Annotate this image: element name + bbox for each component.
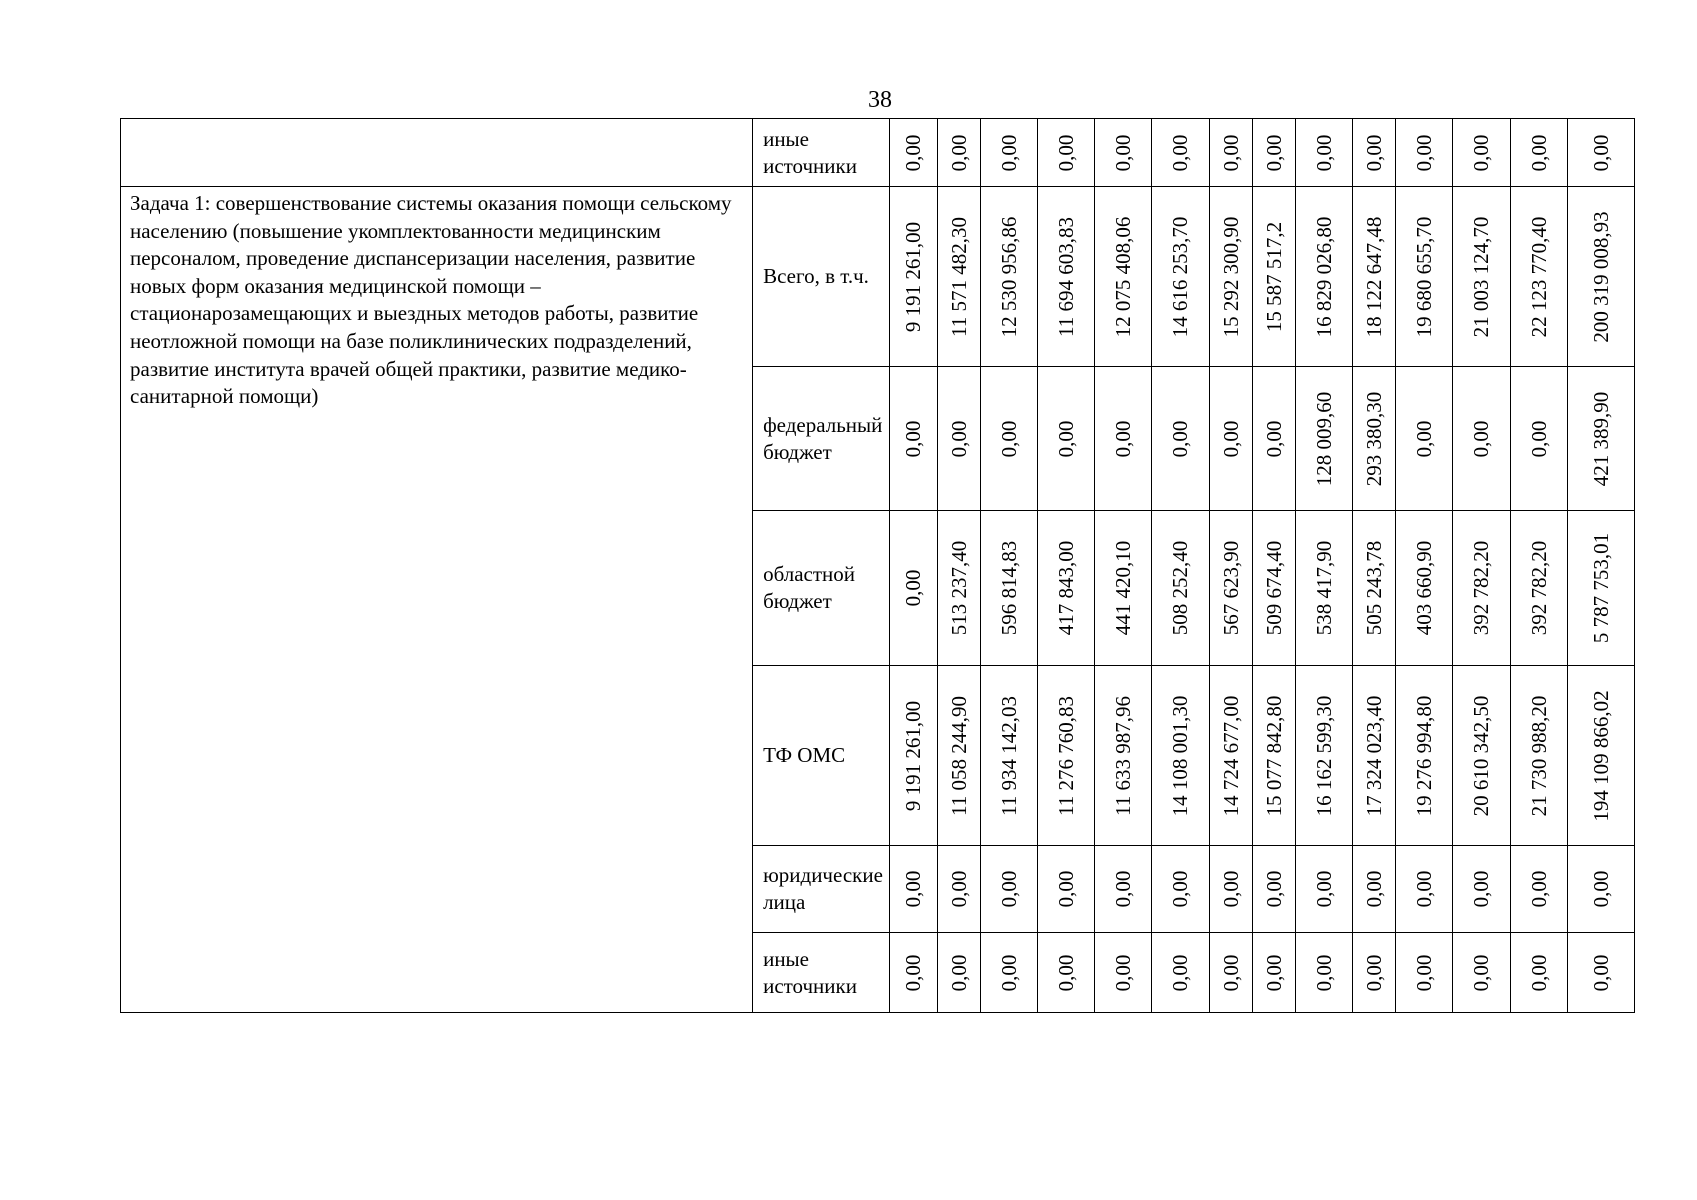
value-cell <box>889 187 937 367</box>
value-cell <box>1152 666 1209 846</box>
value-cell <box>1038 846 1095 933</box>
value-cell <box>937 119 980 187</box>
value-cell <box>1038 666 1095 846</box>
value-text: 0,00 <box>1362 134 1387 171</box>
value-text: 0,00 <box>946 870 971 908</box>
value-cell <box>1396 933 1453 1013</box>
value-text: 19 680 655,70 <box>1412 216 1437 337</box>
value-cell <box>1095 511 1152 666</box>
value-text: 0,00 <box>946 954 971 991</box>
value-cell <box>1396 367 1453 511</box>
table-row <box>121 119 1635 187</box>
value-text: 0,00 <box>946 420 971 457</box>
value-text: 16 162 599,30 <box>1311 695 1336 816</box>
value-cell <box>1209 187 1252 367</box>
value-cell <box>1510 846 1567 933</box>
value-text: 0,00 <box>946 134 971 171</box>
value-text: 12 075 408,06 <box>1111 216 1136 337</box>
value-cell <box>1209 846 1252 933</box>
value-text: 5 787 753,01 <box>1588 532 1613 644</box>
funding-source-label: ТФ ОМС <box>753 666 889 846</box>
value-cell <box>937 846 980 933</box>
value-cell <box>1453 119 1510 187</box>
value-text: 567 623,90 <box>1218 540 1243 636</box>
value-text: 0,00 <box>1261 870 1286 908</box>
value-cell <box>1095 119 1152 187</box>
value-text: 421 389,90 <box>1588 391 1613 486</box>
value-text: 0,00 <box>1412 134 1437 171</box>
value-cell <box>1209 367 1252 511</box>
value-cell <box>1567 933 1634 1013</box>
value-cell <box>1453 367 1510 511</box>
value-cell <box>1095 846 1152 933</box>
value-cell <box>1152 846 1209 933</box>
value-text: 19 276 994,80 <box>1412 695 1437 816</box>
value-cell <box>1396 846 1453 933</box>
value-text: 0,00 <box>1412 870 1437 908</box>
financing-table <box>120 118 1635 1013</box>
value-text: 293 380,30 <box>1362 391 1387 486</box>
task-description: Задача 1: совершенствование системы оказания помощи сельскому населению (повышение укомплектованности медицинским персоналом, проведение диспансеризации населения, развитие новых форм оказания медицинской помощи – стационарозамещающих и выездных методов работы, развитие неотложной помощи на базе поликлинических подразделений, развитие института врачей общей практики, развитие медико-санитарной помощи) <box>121 187 753 1013</box>
value-text: 0,00 <box>1218 870 1243 908</box>
table-row <box>121 187 1635 367</box>
value-text: 15 587 517,2 <box>1261 221 1286 332</box>
value-cell <box>1038 511 1095 666</box>
value-text: 11 571 482,30 <box>946 216 971 337</box>
value-text: 513 237,40 <box>946 540 971 636</box>
value-text: 14 724 677,00 <box>1218 695 1243 816</box>
value-text: 0,00 <box>1526 420 1551 457</box>
value-cell <box>1353 666 1396 846</box>
value-cell <box>1453 511 1510 666</box>
value-cell <box>1152 119 1209 187</box>
value-text: 128 009,60 <box>1311 391 1336 486</box>
value-cell <box>1396 511 1453 666</box>
value-cell <box>1510 933 1567 1013</box>
value-cell <box>889 666 937 846</box>
value-text: 0,00 <box>1526 134 1551 171</box>
value-cell <box>1396 119 1453 187</box>
value-cell <box>1095 666 1152 846</box>
value-text: 0,00 <box>1054 420 1079 457</box>
value-cell <box>1453 666 1510 846</box>
value-text: 0,00 <box>1311 134 1336 171</box>
value-cell <box>1567 119 1634 187</box>
value-text: 0,00 <box>1469 420 1494 457</box>
value-cell <box>1353 846 1396 933</box>
value-text: 0,00 <box>1311 870 1336 908</box>
funding-source-label: иные источники <box>753 933 889 1013</box>
value-text: 0,00 <box>901 134 926 171</box>
value-cell <box>1453 933 1510 1013</box>
value-text: 11 934 142,03 <box>996 695 1021 816</box>
value-text: 15 292 300,90 <box>1218 216 1243 337</box>
value-cell <box>980 666 1037 846</box>
value-text: 14 616 253,70 <box>1168 216 1193 337</box>
task-cell-empty <box>121 119 753 187</box>
value-cell <box>1295 933 1352 1013</box>
value-text: 505 243,78 <box>1362 540 1387 636</box>
value-cell <box>1353 367 1396 511</box>
value-cell <box>1209 119 1252 187</box>
value-text: 0,00 <box>1168 420 1193 457</box>
value-text: 0,00 <box>901 870 926 908</box>
value-cell <box>1152 187 1209 367</box>
value-cell <box>1038 119 1095 187</box>
value-cell <box>1038 933 1095 1013</box>
value-text: 0,00 <box>1261 134 1286 171</box>
funding-source-label: Всего, в т.ч. <box>753 187 889 367</box>
value-text: 0,00 <box>1218 420 1243 457</box>
value-text: 0,00 <box>1412 420 1437 457</box>
value-text: 14 108 001,30 <box>1168 695 1193 816</box>
value-cell <box>1353 933 1396 1013</box>
value-cell <box>1295 846 1352 933</box>
value-text: 0,00 <box>1111 420 1136 457</box>
value-text: 0,00 <box>996 870 1021 908</box>
value-cell <box>1209 511 1252 666</box>
value-cell <box>1209 933 1252 1013</box>
value-text: 0,00 <box>1218 954 1243 991</box>
value-text: 403 660,90 <box>1412 540 1437 636</box>
value-text: 20 610 342,50 <box>1469 695 1494 816</box>
value-cell <box>1038 367 1095 511</box>
value-text: 9 191 261,00 <box>901 221 926 332</box>
value-text: 0,00 <box>996 420 1021 457</box>
value-text: 0,00 <box>996 134 1021 171</box>
value-cell <box>1510 119 1567 187</box>
value-cell <box>1252 933 1295 1013</box>
value-cell <box>1295 367 1352 511</box>
value-cell <box>1095 367 1152 511</box>
value-text: 11 694 603,83 <box>1054 216 1079 337</box>
value-text: 0,00 <box>1111 134 1136 171</box>
value-text: 0,00 <box>1054 134 1079 171</box>
value-cell <box>937 933 980 1013</box>
value-text: 194 109 866,02 <box>1588 689 1613 822</box>
value-text: 596 814,83 <box>996 540 1021 636</box>
value-cell <box>1353 187 1396 367</box>
value-cell <box>980 933 1037 1013</box>
value-text: 21 003 124,70 <box>1469 216 1494 337</box>
value-cell <box>1152 933 1209 1013</box>
value-cell <box>937 187 980 367</box>
value-cell <box>1567 666 1634 846</box>
funding-source-label: иные источники <box>753 119 889 187</box>
value-cell <box>1295 511 1352 666</box>
value-text: 17 324 023,40 <box>1362 695 1387 816</box>
value-text: 22 123 770,40 <box>1526 216 1551 337</box>
value-text: 392 782,20 <box>1469 540 1494 636</box>
value-cell <box>1510 187 1567 367</box>
value-cell <box>1510 666 1567 846</box>
value-cell <box>1396 666 1453 846</box>
value-cell <box>1567 511 1634 666</box>
value-text: 0,00 <box>1218 134 1243 171</box>
value-text: 0,00 <box>1469 134 1494 171</box>
value-text: 0,00 <box>901 569 926 607</box>
value-text: 12 530 956,86 <box>996 216 1021 337</box>
value-cell <box>889 511 937 666</box>
value-text: 15 077 842,80 <box>1261 695 1286 816</box>
value-text: 0,00 <box>901 420 926 457</box>
value-cell <box>889 119 937 187</box>
value-text: 18 122 647,48 <box>1362 216 1387 337</box>
value-cell <box>937 511 980 666</box>
value-text: 0,00 <box>1469 954 1494 991</box>
value-text: 538 417,90 <box>1311 540 1336 636</box>
value-text: 11 058 244,90 <box>946 695 971 816</box>
value-text: 0,00 <box>1588 870 1613 908</box>
value-cell <box>889 367 937 511</box>
value-text: 0,00 <box>901 954 926 991</box>
value-text: 0,00 <box>1526 870 1551 908</box>
value-text: 0,00 <box>1588 134 1613 171</box>
value-text: 16 829 026,80 <box>1311 216 1336 337</box>
page-number: 38 <box>868 87 892 113</box>
value-text: 0,00 <box>1054 954 1079 991</box>
value-text: 0,00 <box>1168 954 1193 991</box>
value-cell <box>980 119 1037 187</box>
funding-source-label: областной бюджет <box>753 511 889 666</box>
value-cell <box>1152 511 1209 666</box>
value-cell <box>889 933 937 1013</box>
value-text: 0,00 <box>996 954 1021 991</box>
value-cell <box>1510 367 1567 511</box>
value-cell <box>1510 511 1567 666</box>
value-text: 0,00 <box>1054 870 1079 908</box>
value-text: 200 319 008,93 <box>1588 210 1613 343</box>
funding-source-label: юридические лица <box>753 846 889 933</box>
value-cell <box>1295 666 1352 846</box>
value-cell <box>1209 666 1252 846</box>
value-cell <box>1152 367 1209 511</box>
value-cell <box>980 187 1037 367</box>
value-text: 9 191 261,00 <box>901 700 926 811</box>
value-cell <box>1353 511 1396 666</box>
value-cell <box>1453 187 1510 367</box>
value-cell <box>889 846 937 933</box>
value-cell <box>1567 846 1634 933</box>
value-cell <box>1095 933 1152 1013</box>
value-cell <box>980 367 1037 511</box>
value-text: 0,00 <box>1111 870 1136 908</box>
value-cell <box>1252 187 1295 367</box>
value-text: 0,00 <box>1588 954 1613 991</box>
value-text: 0,00 <box>1261 954 1286 991</box>
value-text: 417 843,00 <box>1054 540 1079 636</box>
value-text: 21 730 988,20 <box>1526 695 1551 816</box>
value-cell <box>1295 187 1352 367</box>
value-text: 0,00 <box>1261 420 1286 457</box>
value-text: 0,00 <box>1362 870 1387 908</box>
value-cell <box>980 511 1037 666</box>
funding-source-label: федеральный бюджет <box>753 367 889 511</box>
value-cell <box>1038 187 1095 367</box>
value-cell <box>1095 187 1152 367</box>
value-cell <box>1567 367 1634 511</box>
value-cell <box>937 666 980 846</box>
value-cell <box>937 367 980 511</box>
value-text: 0,00 <box>1168 134 1193 171</box>
value-text: 0,00 <box>1362 954 1387 991</box>
value-text: 0,00 <box>1311 954 1336 991</box>
value-cell <box>1252 846 1295 933</box>
value-cell <box>1252 119 1295 187</box>
value-text: 0,00 <box>1469 870 1494 908</box>
value-cell <box>1353 119 1396 187</box>
value-cell <box>1252 367 1295 511</box>
value-text: 0,00 <box>1412 954 1437 991</box>
value-text: 392 782,20 <box>1526 540 1551 636</box>
value-text: 441 420,10 <box>1111 540 1136 636</box>
value-cell <box>1567 187 1634 367</box>
value-cell <box>980 846 1037 933</box>
value-text: 0,00 <box>1111 954 1136 991</box>
value-text: 0,00 <box>1168 870 1193 908</box>
value-text: 508 252,40 <box>1168 540 1193 636</box>
value-cell <box>1396 187 1453 367</box>
value-cell <box>1252 511 1295 666</box>
value-cell <box>1252 666 1295 846</box>
value-text: 11 633 987,96 <box>1111 695 1136 816</box>
value-text: 11 276 760,83 <box>1054 695 1079 816</box>
value-text: 0,00 <box>1526 954 1551 991</box>
value-cell <box>1453 846 1510 933</box>
value-text: 509 674,40 <box>1261 540 1286 636</box>
value-cell <box>1295 119 1352 187</box>
